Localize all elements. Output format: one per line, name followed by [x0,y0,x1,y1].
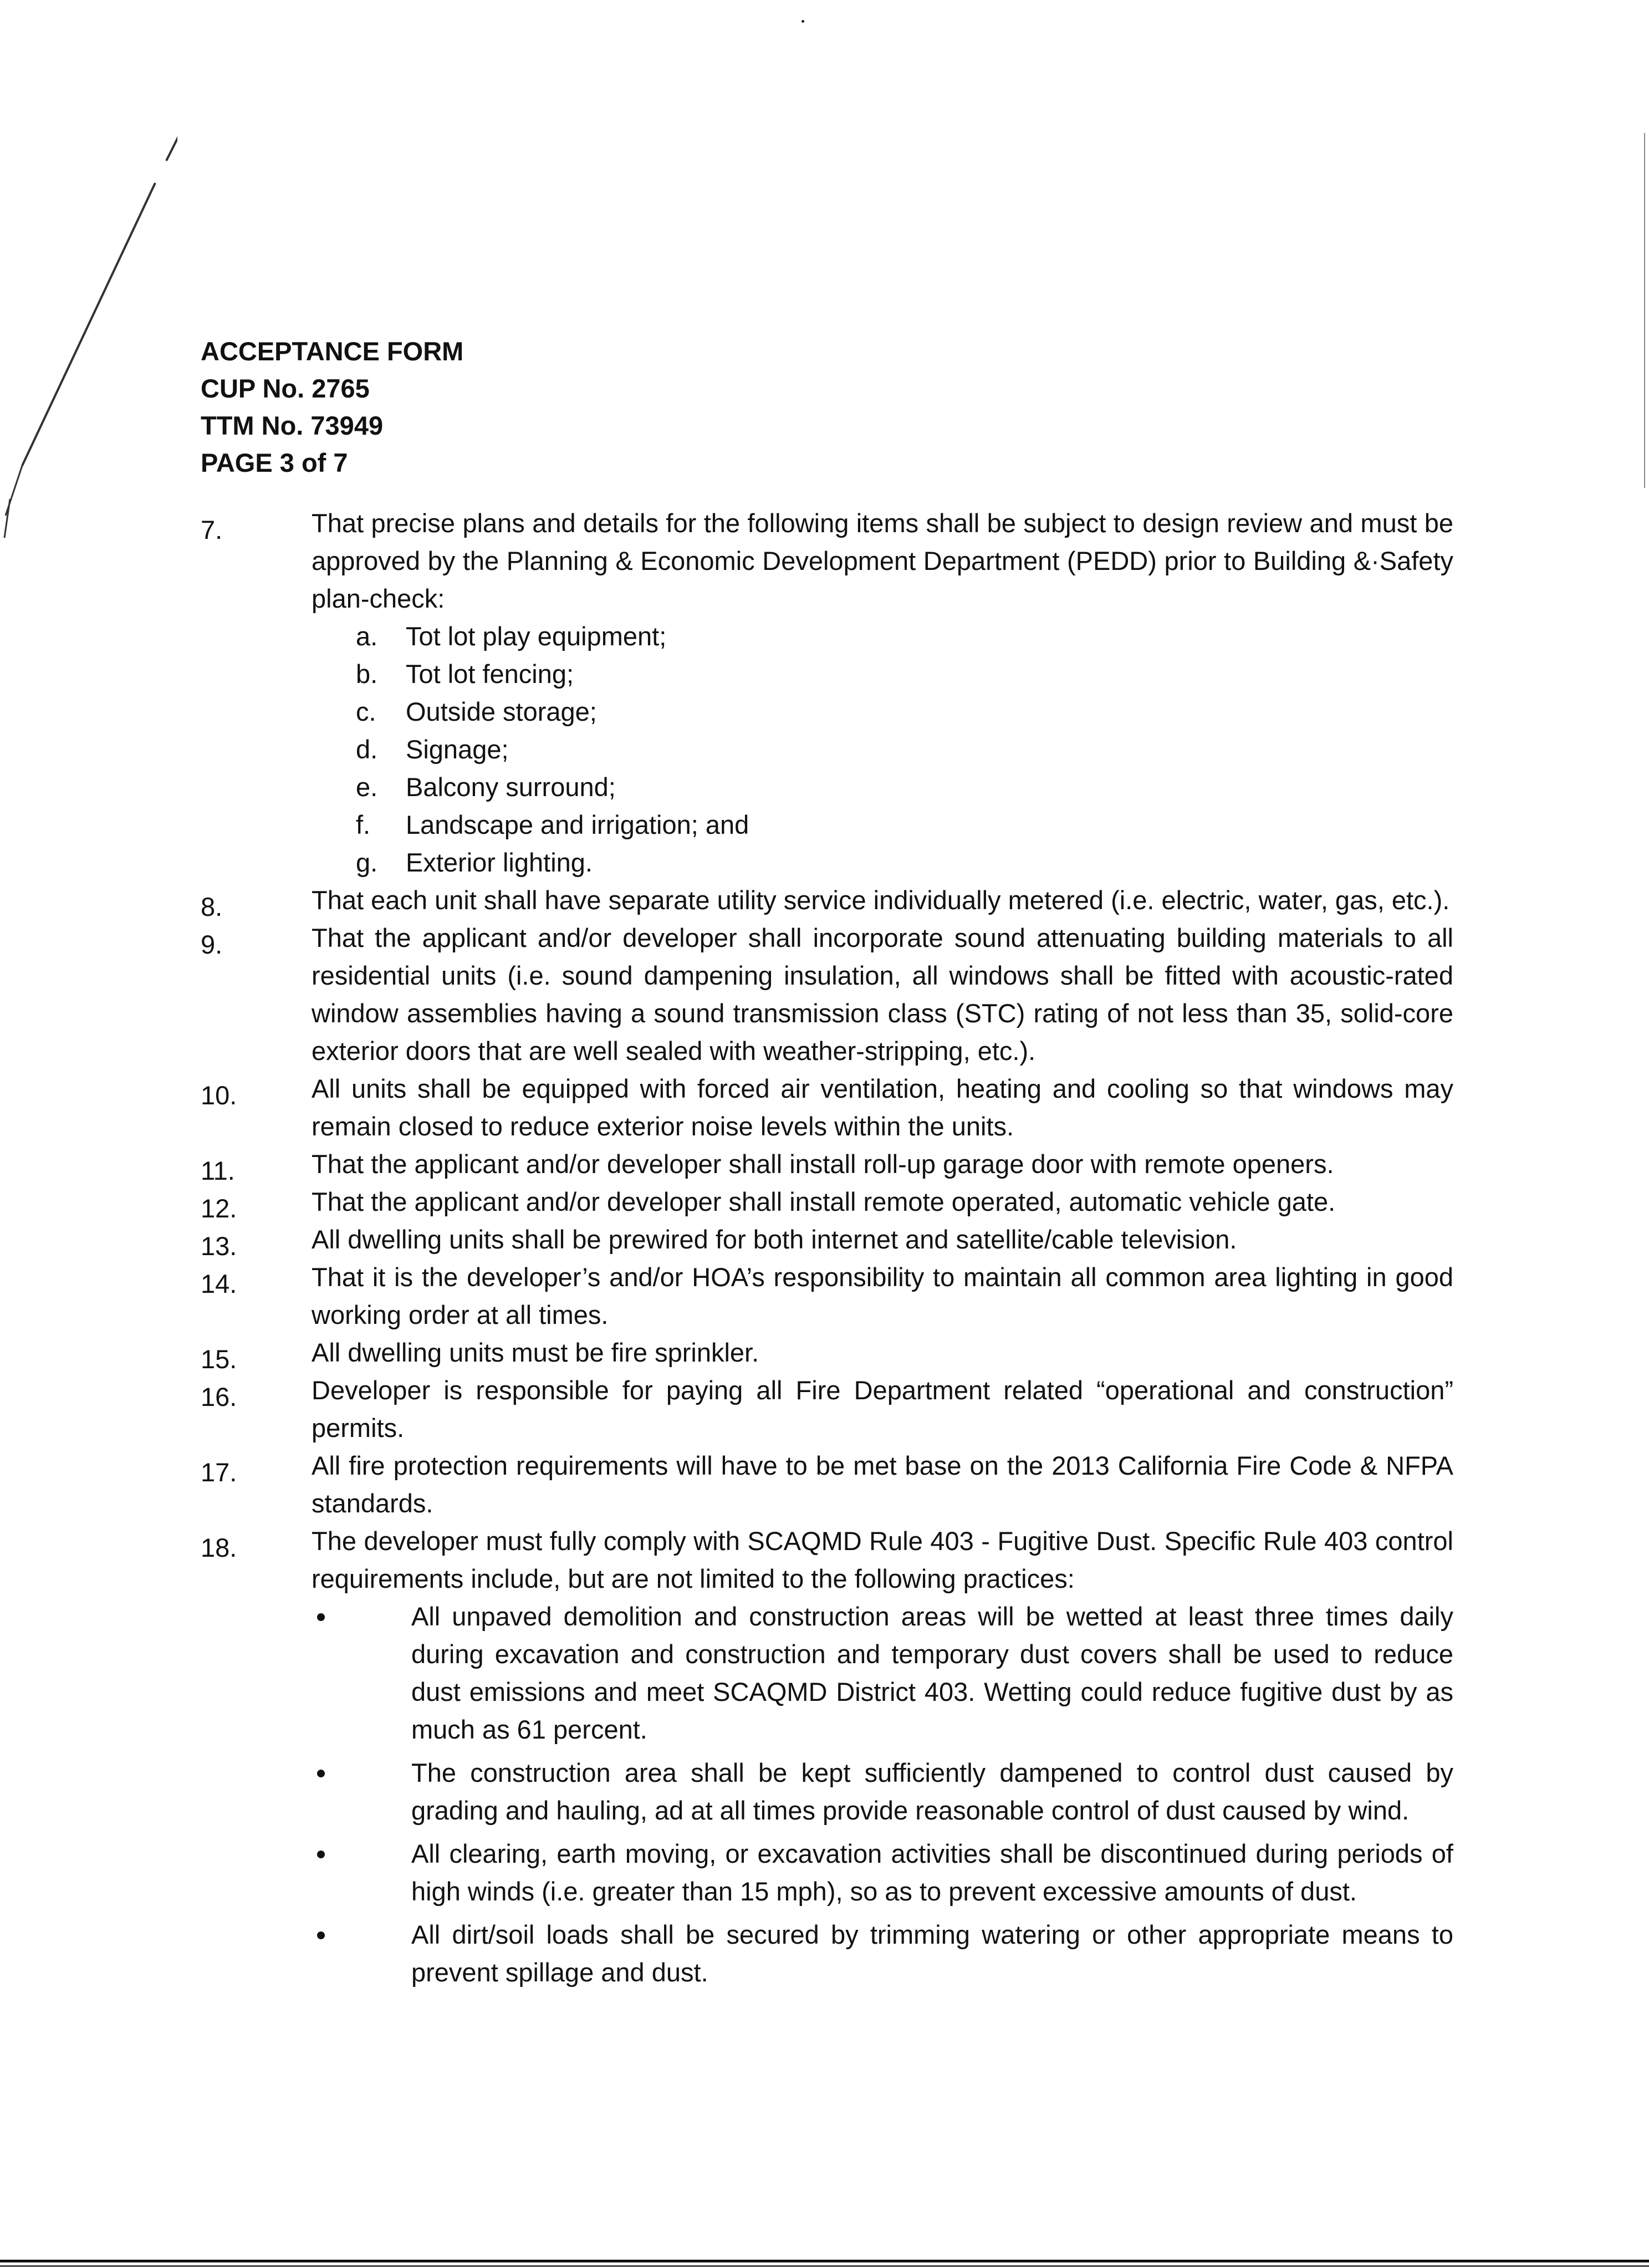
sub-letter: b. [356,659,378,689]
condition-text: That the applicant and/or developer shall incorporate sound attenuating building materials to all residential units (i.e. sound dampening insulation, all windows shall be fitted with acoustic-rated window assemblies having a sound transmission class (STC) rating of not less than 35, solid-core exterior doors that are well sealed with weather-stripping, etc.). [312,923,1453,1066]
condition-item [201,1522,1453,1991]
sub-text: Signage; [406,735,509,764]
sub-item [356,693,1453,731]
conditions-list [201,504,1453,1997]
sub-item [356,768,1453,806]
sub-letter: e. [356,772,378,802]
condition-text: That precise plans and details for the following items shall be subject to design review and must be approved by the Planning & Economic Development Department (PEDD) prior to Building &·Safety plan-check: [312,508,1453,613]
condition-number: 12. [201,1194,237,1223]
bullet-dot-icon [317,1931,325,1939]
condition-item [201,881,1453,919]
bullet-list [201,1598,1453,1991]
bullet-text: All dirt/soil loads shall be secured by trimming watering or other appropriate means to prevent spillage and dust. [411,1920,1453,1987]
sub-text: Landscape and irrigation; and [406,810,749,839]
condition-text: That it is the developer’s and/or HOA’s responsibility to maintain all common area lighting in good working order at all times. [312,1262,1453,1329]
bullet-text: All unpaved demolition and construction areas will be wetted at least three times daily during excavation and construction and temporary dust covers shall be used to reduce dust emissions and meet SCAQMD District 403. Wetting could reduce fugitive dust by as much as 61 percent. [411,1602,1453,1744]
condition-number: 15. [201,1344,237,1374]
sub-text: Tot lot fencing; [406,659,574,689]
ttm-number: TTM No. 73949 [201,411,384,440]
condition-item [201,1258,1453,1334]
sub-letter: c. [356,697,376,726]
condition-number: 13. [201,1231,237,1261]
condition-number: 10. [201,1081,237,1110]
condition-number: 17. [201,1457,237,1487]
cup-number: CUP No. 2765 [201,374,370,403]
condition-number: 9. [201,930,223,959]
condition-text: All fire protection requirements will have to be met base on the 2013 California Fire Code & NFPA standards. [312,1451,1453,1518]
sub-item [356,618,1453,655]
form-header [201,333,463,481]
sub-letter: d. [356,735,378,764]
condition-text: All dwelling units must be fire sprinkler. [312,1338,759,1367]
sub-item [356,731,1453,768]
condition-text: The developer must fully comply with SCAQMD Rule 403 - Fugitive Dust. Specific Rule 403 control requirements include, but are not limited to the following practices: [312,1526,1453,1593]
bullet-item [201,1598,1453,1749]
bottom-edge-line [0,2260,1649,2262]
page-indicator: PAGE 3 of 7 [201,448,348,477]
sub-text: Outside storage; [406,697,597,726]
condition-item [201,1183,1453,1221]
condition-item [201,1372,1453,1447]
bullet-item [201,1835,1453,1910]
right-edge-artifact [1644,133,1645,488]
condition-item [201,1145,1453,1183]
bullet-dot-icon [317,1770,325,1777]
condition-text: That the applicant and/or developer shall install remote operated, automatic vehicle gate. [312,1187,1336,1216]
form-title: ACCEPTANCE FORM [201,337,464,366]
condition-number: 18. [201,1533,237,1562]
sub-text: Exterior lighting. [406,848,593,877]
sub-letter: a. [356,621,378,651]
condition-item [201,504,1453,881]
sub-letter: f. [356,810,371,839]
bullet-dot-icon [317,1613,325,1621]
condition-text: That each unit shall have separate utility service individually metered (i.e. electric, water, gas, etc.). [312,885,1450,915]
sub-item [356,806,1453,844]
sub-item [356,844,1453,881]
bullet-dot-icon [317,1851,325,1858]
condition-text: Developer is responsible for paying all Fire Department related “operational and construction” permits. [312,1375,1453,1443]
condition-number: 11. [201,1156,235,1185]
condition-number: 14. [201,1269,237,1298]
bullet-text: The construction area shall be kept sufficiently dampened to control dust caused by grading and hauling, ad at all times provide reasonable control of dust caused by wind. [411,1758,1453,1825]
condition-item [201,1221,1453,1261]
condition-item [201,1070,1453,1145]
sub-list [312,618,1453,881]
condition-number: 8. [201,892,223,921]
condition-item [201,1447,1453,1522]
condition-number: 7. [201,515,223,544]
sub-text: Balcony surround; [406,772,616,802]
bullet-item [201,1916,1453,1991]
sub-letter: g. [356,848,378,877]
margin-pen-stroke [0,111,177,610]
condition-text: That the applicant and/or developer shall install roll-up garage door with remote openers. [312,1149,1334,1179]
sub-text: Tot lot play equipment; [406,621,667,651]
condition-number: 16. [201,1382,237,1411]
scan-dot [801,20,804,23]
bullet-text: All clearing, earth moving, or excavation activities shall be discontinued during periods of high winds (i.e. greater than 15 mph), so as to prevent excessive amounts of dust. [411,1839,1453,1906]
condition-item [201,919,1453,1070]
sub-item [356,655,1453,693]
condition-text: All dwelling units shall be prewired for both internet and satellite/cable television. [312,1225,1237,1254]
condition-text: All units shall be equipped with forced air ventilation, heating and cooling so that windows may remain closed to reduce exterior noise levels within the units. [312,1074,1453,1141]
condition-item [201,1334,1453,1372]
bullet-item [201,1754,1453,1829]
bottom-edge-line [0,2265,1649,2267]
